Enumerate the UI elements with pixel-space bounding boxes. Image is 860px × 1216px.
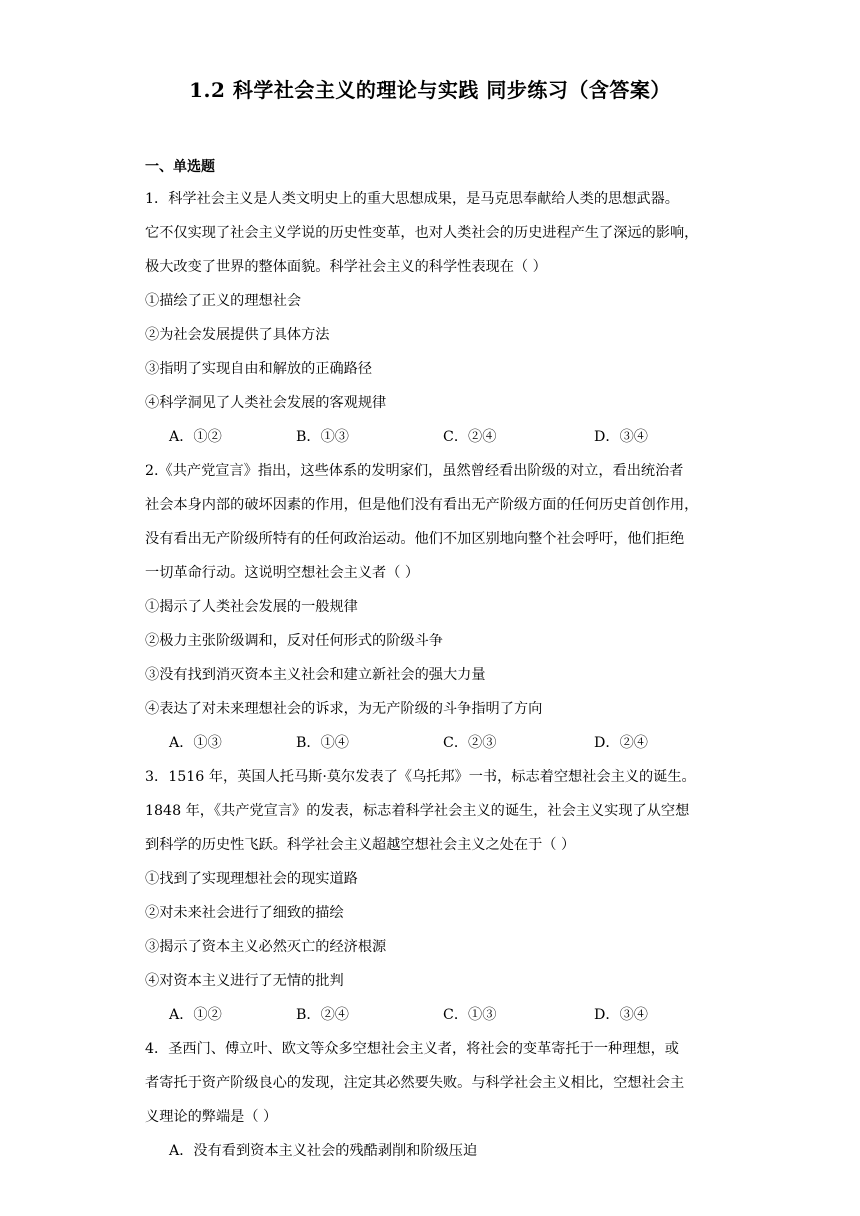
option-d: D．②④ bbox=[594, 735, 648, 751]
question-stem-line: 3．1516 年，英国人托马斯·莫尔发表了《乌托邦》一书，标志着空想社会主义的诞生。 bbox=[145, 769, 696, 785]
statement-item: ①揭示了人类社会发展的一般规律 bbox=[145, 599, 358, 615]
option-b: B．①③ bbox=[296, 429, 349, 445]
question-1 bbox=[145, 182, 725, 454]
question-stem-line: 4．圣西门、傅立叶、欧文等众多空想社会主义者，将社会的变革寄托于一种理想，或 bbox=[145, 1041, 679, 1057]
statement-item: ③没有找到消灭资本主义社会和建立新社会的强大力量 bbox=[145, 667, 486, 683]
section-heading: 一、单选题 bbox=[145, 159, 215, 175]
statement-item: ②为社会发展提供了具体方法 bbox=[145, 327, 330, 343]
option-a: A．①② bbox=[169, 1007, 222, 1023]
statement-item: ①描绘了正义的理想社会 bbox=[145, 293, 302, 309]
statement-item: ④科学洞见了人类社会发展的客观规律 bbox=[145, 395, 387, 411]
statement-item: ②对未来社会进行了细致的描绘 bbox=[145, 905, 344, 921]
option-a: A．①③ bbox=[169, 735, 222, 751]
option-b: B．②④ bbox=[296, 1007, 349, 1023]
question-stem-line: 义理论的弊端是（ ） bbox=[145, 1109, 278, 1125]
option-d: D．③④ bbox=[594, 429, 648, 445]
question-stem-line: 没有看出无产阶级所特有的任何政治运动。他们不加区别地向整个社会呼吁，他们拒绝 bbox=[145, 531, 685, 547]
statement-item: ③揭示了资本主义必然灭亡的经济根源 bbox=[145, 939, 387, 955]
question-list bbox=[145, 182, 725, 1168]
question-stem-line: 它不仅实现了社会主义学说的历史性变革，也对人类社会的历史进程产生了深远的影响， bbox=[145, 225, 699, 241]
statement-item: ④表达了对未来理想社会的诉求，为无产阶级的斗争指明了方向 bbox=[145, 701, 543, 717]
option-a: A．没有看到资本主义社会的残酷剥削和阶级压迫 bbox=[169, 1143, 478, 1159]
option-a: A．①② bbox=[169, 429, 222, 445]
option-c: C．②④ bbox=[443, 429, 497, 445]
question-stem-line: 2.《共产党宣言》指出，这些体系的发明家们，虽然曾经看出阶级的对立，看出统治者 bbox=[145, 463, 684, 479]
answer-options bbox=[145, 420, 725, 454]
option-b: B．①④ bbox=[296, 735, 349, 751]
statement-item: ④对资本主义进行了无情的批判 bbox=[145, 973, 344, 989]
answer-options bbox=[145, 998, 725, 1032]
option-c: C．②③ bbox=[443, 735, 497, 751]
question-4 bbox=[145, 1032, 725, 1168]
question-stem-line: 者寄托于资产阶级良心的发现，注定其必然要失败。与科学社会主义相比，空想社会主 bbox=[145, 1075, 685, 1091]
question-stem-line: 1．科学社会主义是人类文明史上的重大思想成果，是马克思奉献给人类的思想武器。 bbox=[145, 191, 679, 207]
statement-item: ③指明了实现自由和解放的正确路径 bbox=[145, 361, 373, 377]
page-title: 1.2 科学社会主义的理论与实践 同步练习（含答案） bbox=[189, 78, 671, 102]
statement-item: ①找到了实现理想社会的现实道路 bbox=[145, 871, 358, 887]
question-2 bbox=[145, 454, 725, 760]
answer-options bbox=[145, 726, 725, 760]
question-stem-line: 1848 年，《共产党宣言》的发表，标志着科学社会主义的诞生，社会主义实现了从空想 bbox=[145, 803, 690, 819]
question-stem-line: 社会本身内部的破坏因素的作用，但是他们没有看出无产阶级方面的任何历史首创作用， bbox=[145, 497, 699, 513]
question-stem-line: 一切革命行动。这说明空想社会主义者（ ） bbox=[145, 565, 420, 581]
statement-item: ②极力主张阶级调和，反对任何形式的阶级斗争 bbox=[145, 633, 443, 649]
option-c: C．①③ bbox=[443, 1007, 497, 1023]
question-3 bbox=[145, 760, 725, 1032]
question-stem-line: 到科学的历史性飞跃。科学社会主义超越空想社会主义之处在于（ ） bbox=[145, 837, 576, 853]
question-stem-line: 极大改变了世界的整体面貌。科学社会主义的科学性表现在（ ） bbox=[145, 259, 547, 275]
option-d: D．③④ bbox=[594, 1007, 648, 1023]
